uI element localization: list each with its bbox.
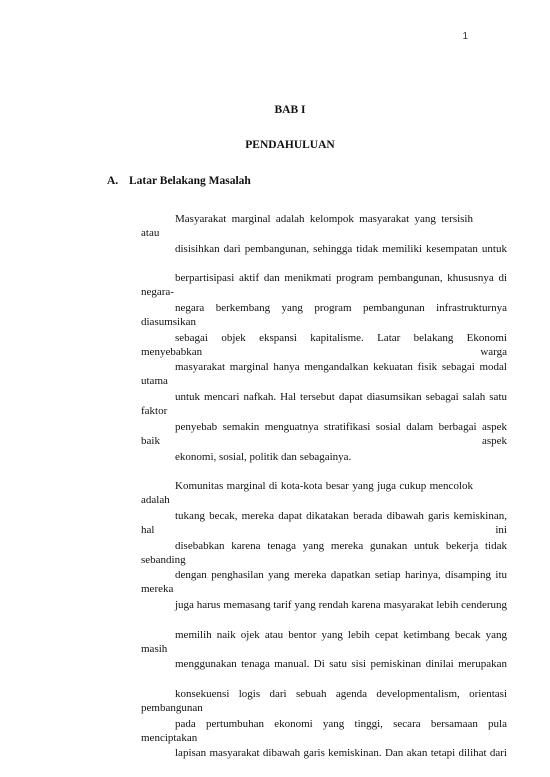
- text-line: memilih naik ojek atau bentor yang lebih cepat ketimbang becak yang masih: [141, 628, 507, 655]
- paragraph-1: [107, 212, 507, 479]
- section-heading: [107, 175, 251, 187]
- text-line: konsekuensi logis dari sebuah agenda developmentalism, orientasi pembangunan: [141, 688, 507, 714]
- text-line: ekonomi, sosial, politik dan sebagainya.: [175, 450, 352, 463]
- text-line: tukang becak, mereka dapat dikatakan berada dibawah garis kemiskinan, hal ini: [141, 509, 507, 536]
- text-line: berpartisipasi aktif dan menikmati program pembangunan, khususnya di negara-: [141, 272, 507, 299]
- text-line: sebagai objek ekspansi kapitalisme. Latar belakang Ekonomi menyebabkan warga: [141, 331, 507, 358]
- text-line: Masyarakat marginal adalah kelompok masyarakat yang tersisih atau: [141, 213, 473, 239]
- chapter-label: BAB I: [274, 104, 306, 116]
- text-line: juga harus memasang tarif yang rendah karena masyarakat lebih cenderung: [175, 598, 507, 611]
- page-number: 1: [462, 31, 468, 42]
- text-line: negara berkembang yang program pembangunan infrastrukturnya diasumsikan: [141, 302, 507, 329]
- section-number: A.: [107, 175, 119, 187]
- text-line: disebabkan karena tenaga yang mereka gunakan untuk bekerja tidak sebanding: [141, 539, 507, 566]
- text-line: penyebab semakin menguatnya stratifikasi sosial dalam berbagai aspek baik aspek: [141, 420, 507, 447]
- text-line: dengan penghasilan yang mereka dapatkan setiap harinya, disamping itu mereka: [141, 569, 507, 596]
- section-title: Latar Belakang Masalah: [129, 175, 251, 187]
- text-line: masyarakat marginal hanya mengandalkan kekuatan fisik sebagai modal utama: [141, 361, 507, 388]
- text-line: lapisan masyarakat dibawah garis kemiskinan. Dan akan tetapi dilihat dari: [175, 747, 507, 760]
- text-line: Komunitas marginal di kota-kota besar yang juga cukup mencolok adalah: [141, 480, 473, 507]
- text-line: untuk mencari nafkah. Hal tersebut dapat diasumsikan sebagai salah satu faktor: [141, 391, 507, 418]
- document-body: [107, 212, 507, 776]
- text-line: menggunakan tenaga manual. Di satu sisi pemiskinan dinilai merupakan: [175, 658, 507, 671]
- chapter-title: PENDAHULUAN: [245, 139, 335, 151]
- text-line: disisihkan dari pembangunan, sehingga tidak memiliki kesempatan untuk: [175, 242, 507, 255]
- text-line: pada pertumbuhan ekonomi yang tinggi, secara bersamaan pula menciptakan: [141, 717, 507, 744]
- paragraph-2: [107, 479, 507, 776]
